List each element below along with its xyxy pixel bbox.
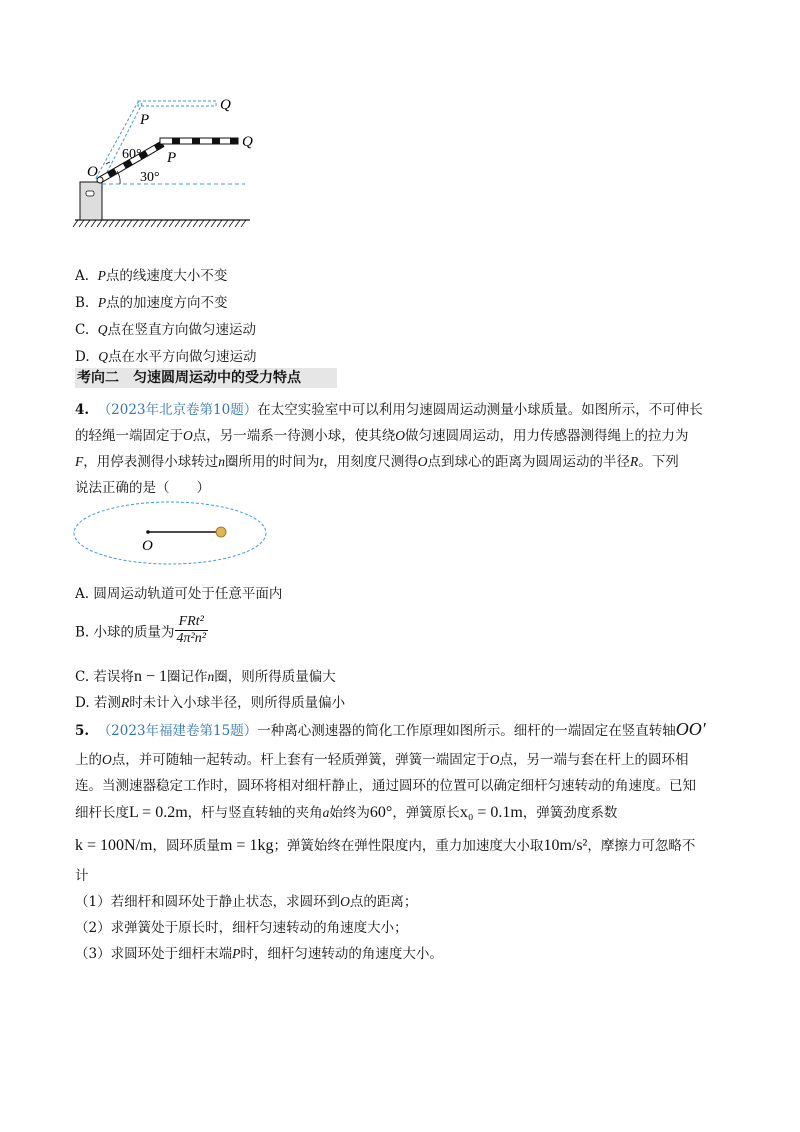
q4-line-4: 说法正确的是（ ）	[75, 480, 210, 496]
q5-source: （2023年福建卷第15题）	[97, 723, 258, 739]
orbit-center-label: O	[142, 538, 153, 554]
q4-source: （2023年北京卷第10题）	[97, 402, 258, 418]
q5-sub-1: （1）若细杆和圆环处于静止状态，求圆环到O点的距离；	[75, 894, 418, 910]
q3-option-b: B. P点的加速度方向不变	[75, 295, 228, 311]
label-angle-30: 30°	[140, 170, 160, 185]
q3-option-a: A. P点的线速度大小不变	[75, 268, 228, 284]
mass-fraction: $\frac{\text{FRt²}}{\text{4π²n²}}$	[176, 614, 206, 646]
orbit-figure	[70, 498, 270, 573]
label-q-dashed: Q	[220, 97, 231, 113]
q5-line-2: 上的O点，并可随轴一起转动。杆上套有一轻质弹簧，弹簧一端固定于O点，另一端与套在杆上的圆环相	[75, 752, 689, 768]
label-p: P	[167, 150, 177, 166]
label-angle-60: 60°	[122, 147, 142, 162]
q5-line-6: 计	[75, 868, 89, 884]
q4-line-1: 4. （2023年北京卷第10题）在太空实验室中可以利用匀速圆周运动测量小球质量。如图所示，不可伸长	[75, 402, 703, 418]
q3-option-c: C. Q点在竖直方向做匀速运动	[75, 322, 256, 338]
section-title: 考向二 匀速圆周运动中的受力特点	[75, 368, 337, 388]
q4-option-a: A. 圆周运动轨道可处于任意平面内	[75, 586, 283, 602]
q5-line-5: k = 100N/m，圆环质量m = 1kg；弹簧始终在弹性限度内，重力加速度大小取10m/s²，摩擦力可忽略不	[75, 837, 696, 854]
q5-line-1: 5. （2023年福建卷第15题）一种离心测速器的简化工作原理如图所示。细杆的一端固定在竖直转轴OO′	[75, 719, 706, 739]
linkage-figure	[70, 90, 270, 240]
q5-sub-3: （3）求圆环处于细杆末端P时，细杆匀速转动的角速度大小。	[75, 946, 443, 962]
q3-option-d: D. Q点在水平方向做匀速运动	[75, 349, 257, 365]
q5-line-4: 细杆长度L = 0.2m，杆与竖直转轴的夹角a始终为60°，弹簧原长x₀ = 0.1m，弹簧劲度系数	[75, 804, 618, 821]
q5-sub-2: （2）求弹簧处于原长时，细杆匀速转动的角速度大小；	[75, 920, 408, 936]
q4-line-3: F，用停表测得小球转过n圈所用的时间为t，用刻度尺测得O点到球心的距离为圆周运动的半径R。下列	[75, 454, 679, 470]
q4-option-b: B. 小球的质量为 $\frac{\text{FRt²}}{\text{4π²n²}}$	[75, 614, 206, 646]
q4-option-d: D. 若测R时未计入小球半径，则所得质量偏小	[75, 695, 346, 711]
q4-line-2: 的轻绳一端固定于O点，另一端系一待测小球，使其绕O做匀速圆周运动，用力传感器测得绳上的拉力为	[75, 428, 689, 444]
label-q: Q	[242, 134, 253, 150]
label-o: O	[87, 164, 98, 180]
q5-line-3: 连。当测速器稳定工作时，圆环将相对细杆静止，通过圆环的位置可以确定细杆匀速转动的角速度。已知	[75, 778, 696, 794]
q4-option-c: C. 若误将n − 1圈记作n圈，则所得质量偏大	[75, 668, 336, 685]
label-p-dashed: P	[140, 112, 150, 128]
